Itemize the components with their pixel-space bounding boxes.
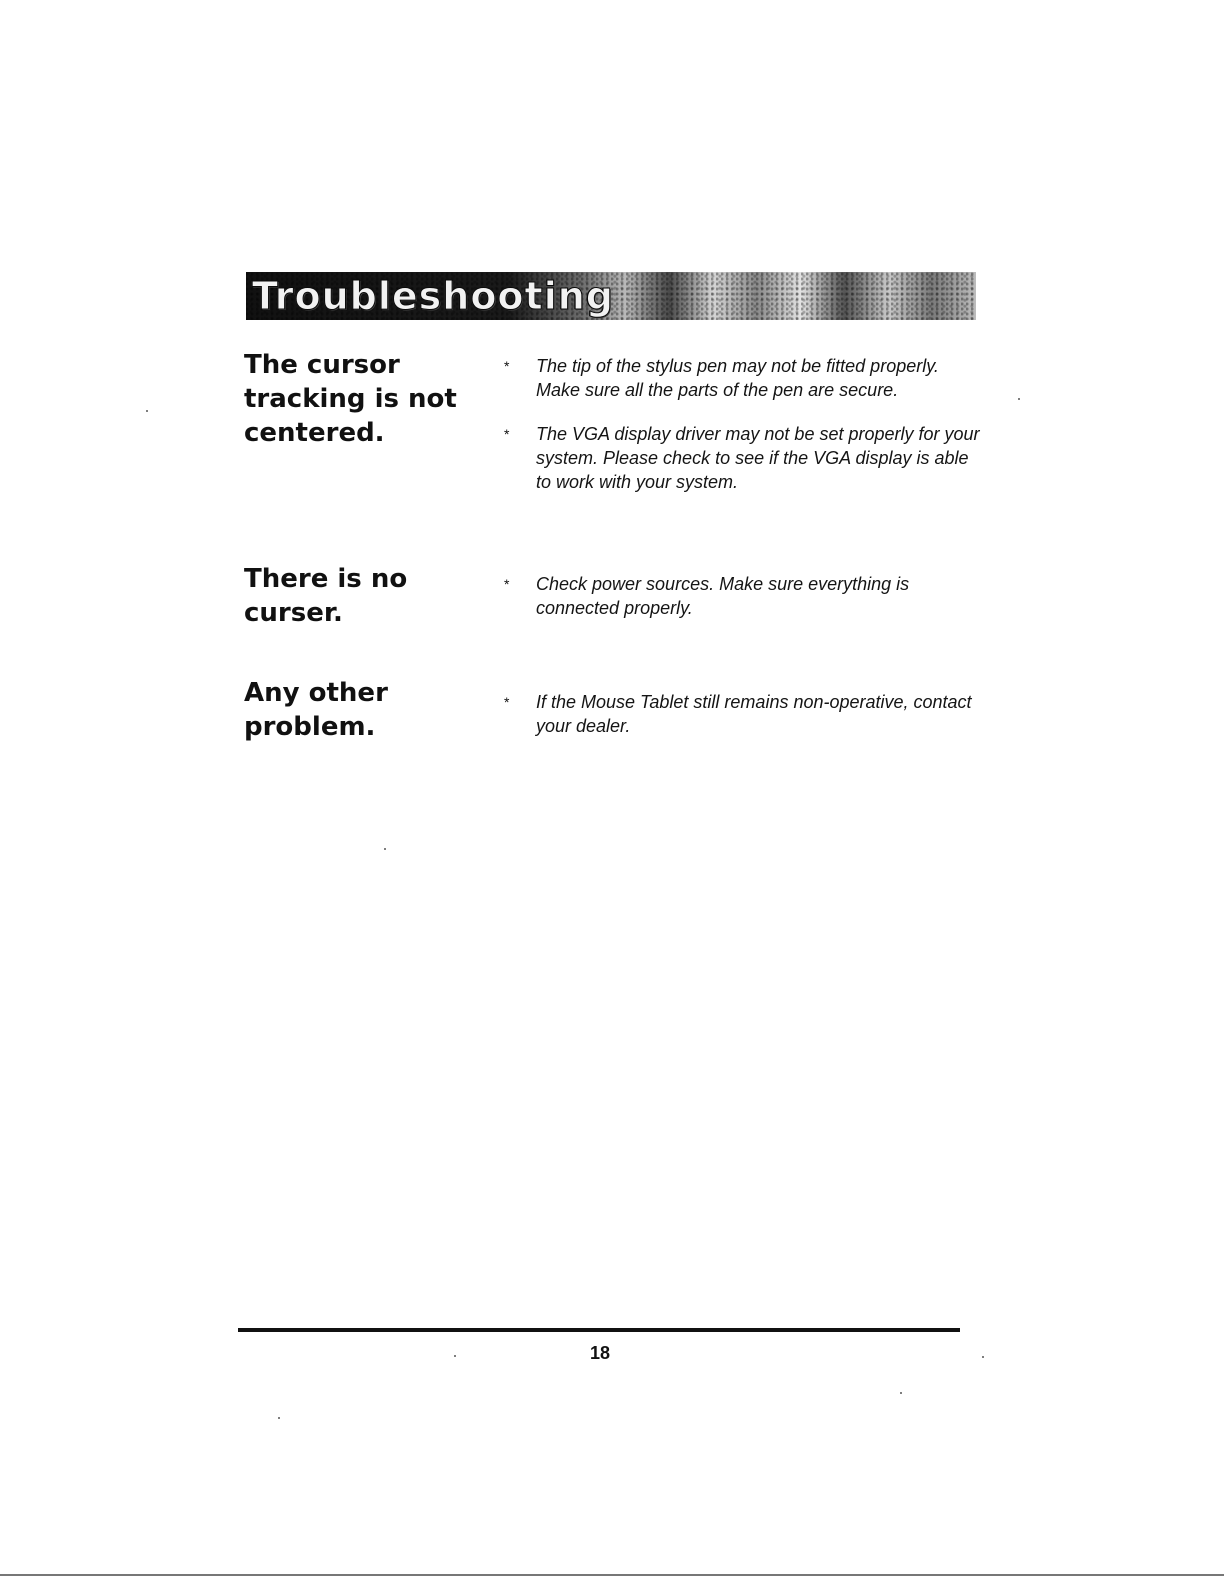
solution-text: If the Mouse Tablet still remains non-operative, contact your dealer. (536, 692, 972, 736)
scan-speck (278, 1417, 280, 1419)
bullet-icon: * (504, 358, 510, 374)
scan-edge-line (0, 1574, 1224, 1576)
solution-item (502, 354, 982, 402)
problem-title: There is no curser. (244, 564, 408, 628)
page-number: 18 (589, 1343, 611, 1363)
solution-item (502, 690, 982, 738)
solution-text: The tip of the stylus pen may not be fitted properly. Make sure all the parts of the pen are secure. (536, 356, 939, 400)
solution-item (502, 572, 982, 620)
bullet-icon: * (504, 576, 510, 592)
solution-text: The VGA display driver may not be set properly for your system. Please check to see if the VGA display is able to work with your system. (536, 424, 980, 492)
scan-speck (900, 1392, 902, 1394)
scan-speck (384, 848, 386, 850)
section-banner (246, 272, 976, 320)
scan-speck (1018, 398, 1020, 400)
solution-list (502, 690, 982, 758)
solution-list (502, 572, 982, 640)
troubleshooting-row (244, 676, 984, 756)
scan-speck (146, 410, 148, 412)
scan-speck (454, 1355, 456, 1357)
bullet-icon: * (504, 694, 510, 710)
solution-list (502, 354, 982, 514)
problem-title: The cursor tracking is not centered. (244, 350, 457, 448)
solution-item (502, 422, 982, 494)
bullet-icon: * (504, 426, 510, 442)
troubleshooting-row (244, 348, 984, 528)
scan-speck (982, 1356, 984, 1358)
problem-title: Any other problem. (244, 678, 388, 742)
troubleshooting-row (244, 562, 984, 642)
footer-rule (238, 1328, 960, 1332)
solution-text: Check power sources. Make sure everything is connected properly. (536, 574, 910, 618)
section-title: Troubleshooting (252, 274, 614, 318)
